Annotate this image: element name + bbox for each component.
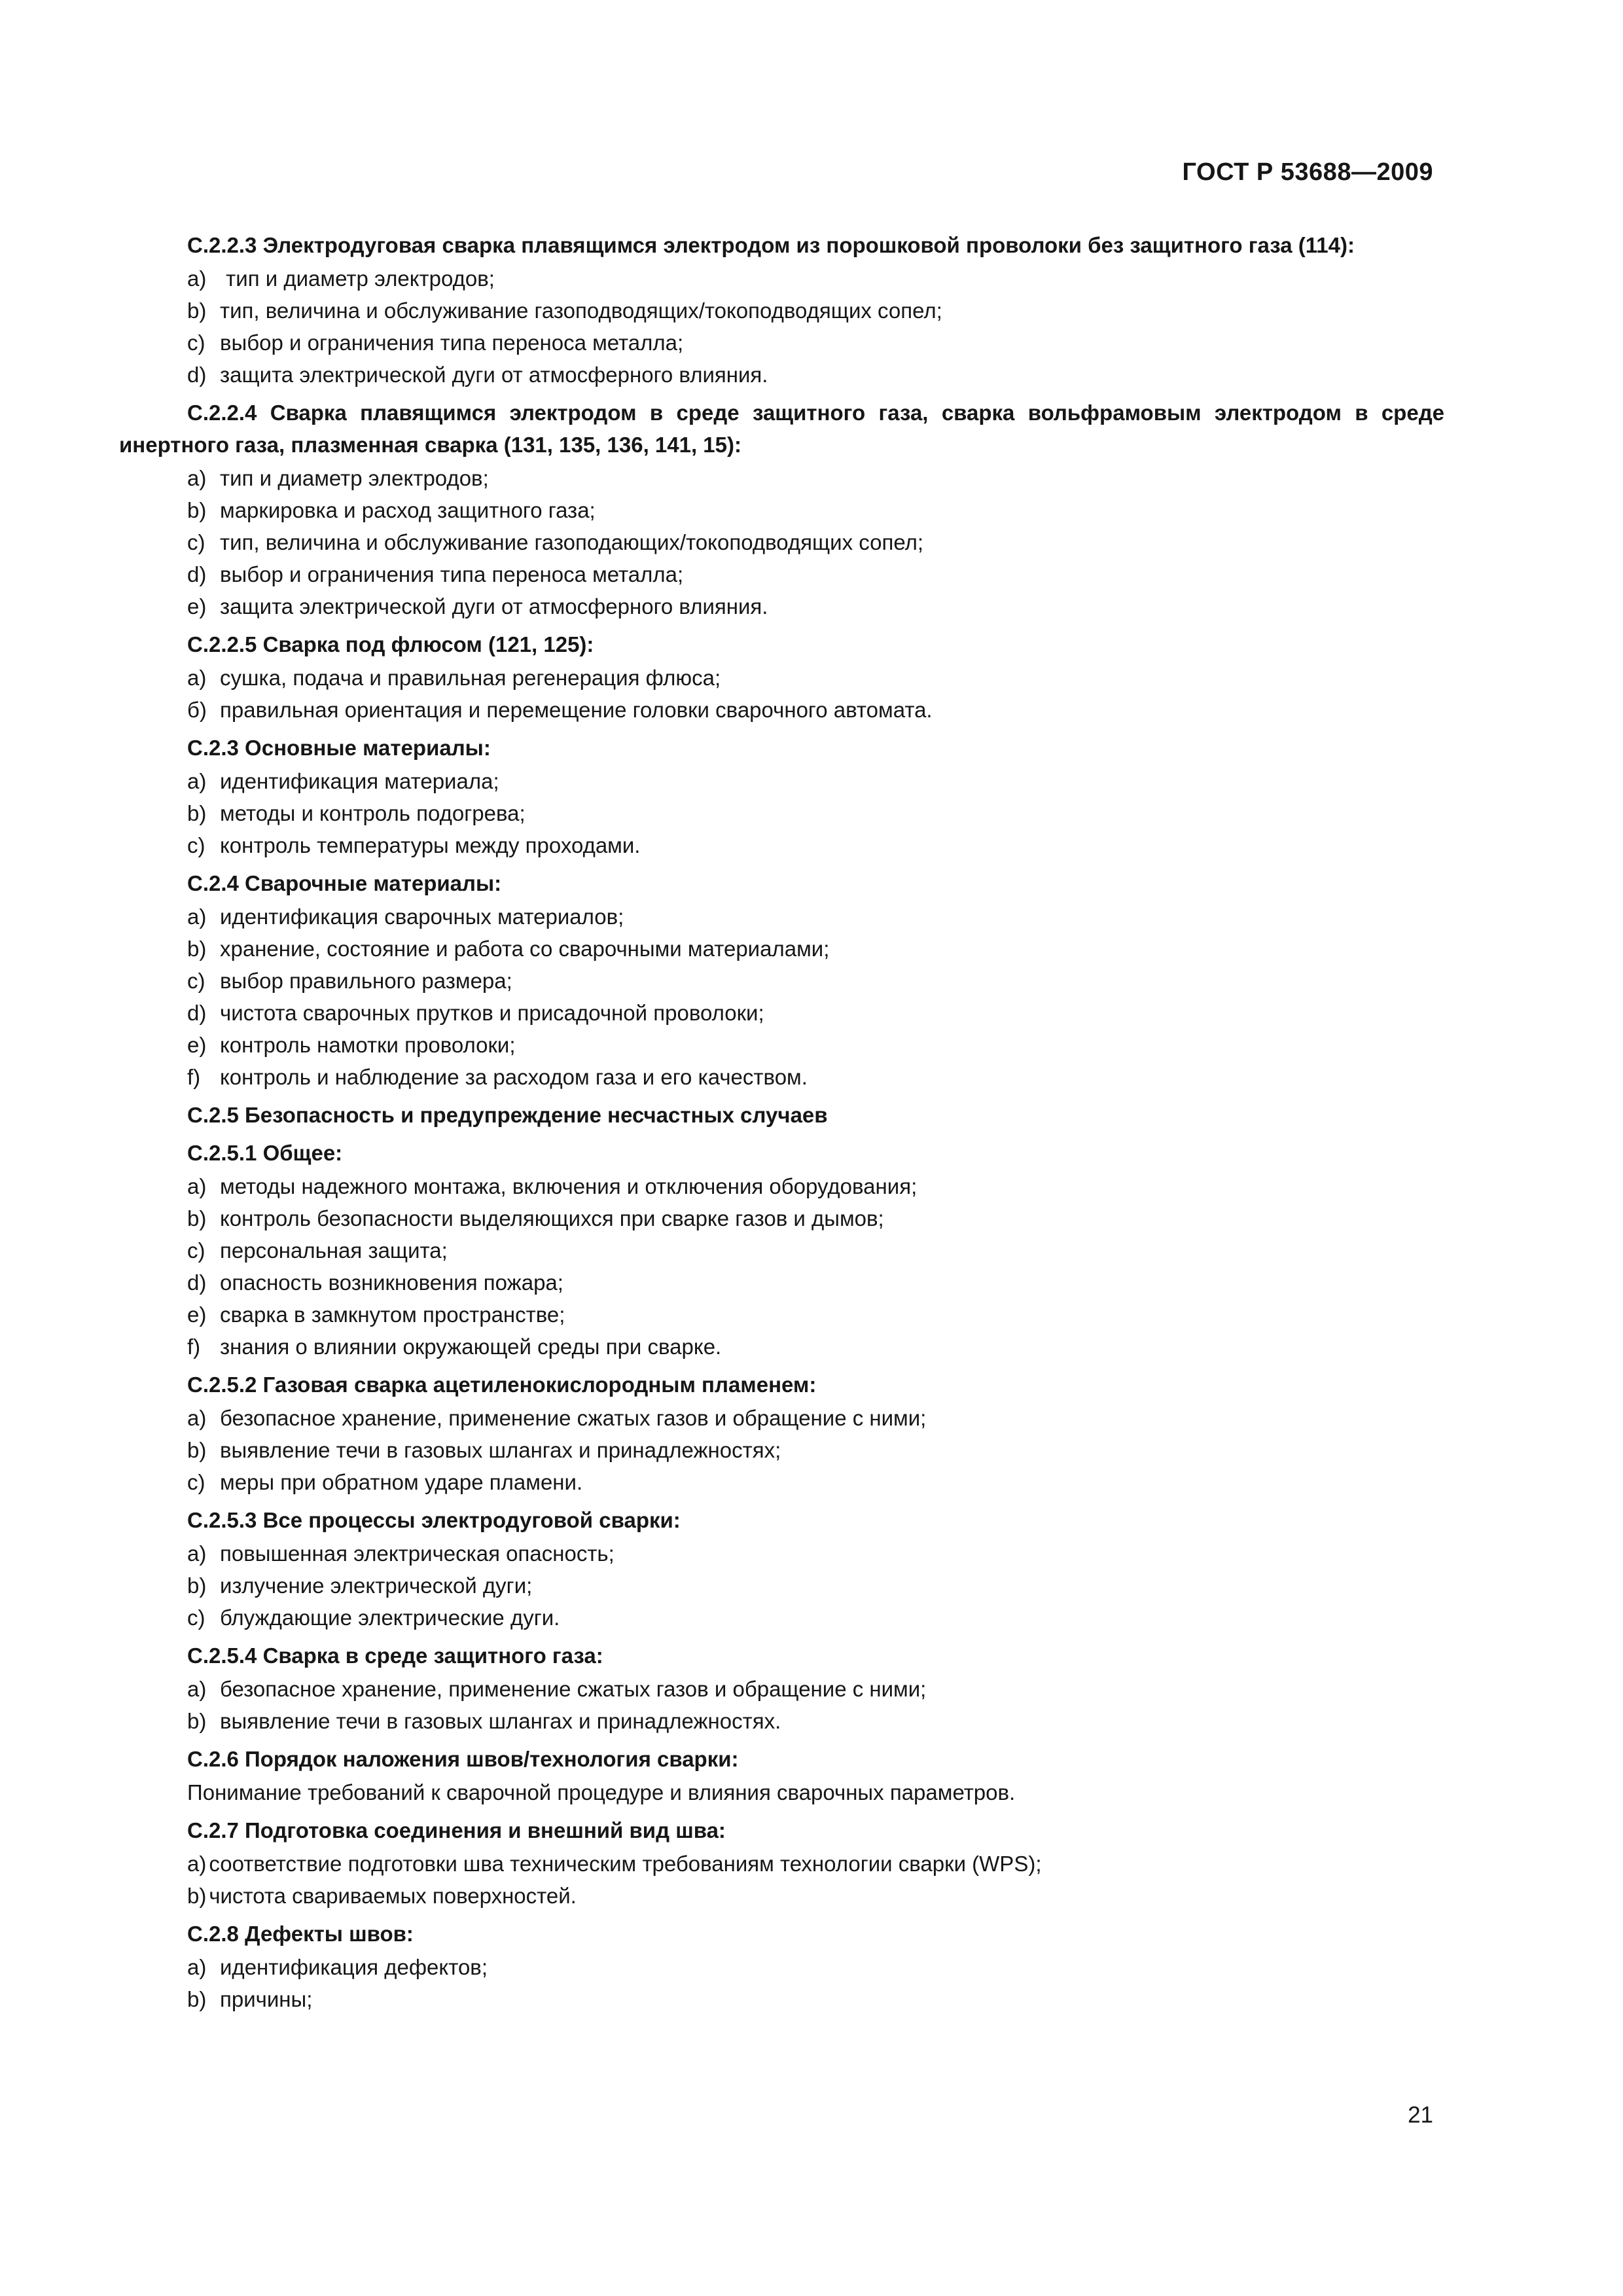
list-item	[119, 1848, 1444, 1880]
list-item-text: контроль температуры между проходами.	[220, 833, 641, 857]
list-item	[119, 1673, 1444, 1705]
list-item-marker: a)	[187, 1541, 207, 1566]
section-heading: C.2.5.4 Сварка в среде защитного газа:	[187, 1643, 603, 1668]
section-heading: C.2.8 Дефекты швов:	[187, 1922, 414, 1946]
list-item-text: сушка, подача и правильная регенерация флюса;	[220, 666, 721, 690]
list-item-text: маркировка и расход защитного газа;	[220, 498, 596, 522]
list-item-text: выбор правильного размера;	[220, 969, 512, 993]
section-heading: C.2.2.3 Электродуговая сварка плавящимся электродом из порошковой проволоки без защитного газа (114):	[187, 233, 1355, 257]
list-item-marker: a)	[187, 266, 207, 291]
list-item	[119, 997, 1444, 1029]
list-item	[119, 965, 1444, 997]
section	[119, 732, 1444, 861]
list-item	[119, 1434, 1444, 1466]
list-item-marker: d)	[187, 562, 207, 586]
list-item	[119, 327, 1444, 359]
list-item-text: опасность возникновения пожара;	[220, 1270, 563, 1295]
list-item-marker: a)	[187, 466, 207, 490]
list-item	[119, 933, 1444, 965]
section	[119, 1814, 1444, 1912]
list-item-marker: c)	[187, 530, 205, 554]
list-item-text: тип, величина и обслуживание газоподающих/токоподводящих сопел;	[220, 530, 924, 554]
list-item-text: методы и контроль подогрева;	[220, 801, 526, 825]
section	[119, 1099, 1444, 1131]
list-item-text: контроль намотки проволоки;	[220, 1033, 516, 1057]
list-item	[119, 662, 1444, 694]
section	[119, 1918, 1444, 2015]
list-item-text: выбор и ограничения типа переноса металла;	[220, 562, 684, 586]
list-item	[119, 1402, 1444, 1434]
list-item	[119, 797, 1444, 829]
list-item	[119, 526, 1444, 558]
list-item-text: контроль безопасности выделяющихся при сварке газов и дымов;	[220, 1206, 884, 1230]
list-item	[119, 494, 1444, 526]
list-item-text: контроль и наблюдение за расходом газа и его качеством.	[220, 1065, 808, 1089]
list-item-marker: b)	[187, 1987, 207, 2011]
list-item	[119, 1880, 1444, 1912]
list-item	[119, 590, 1444, 622]
list-item	[119, 1331, 1444, 1363]
list-item	[119, 1570, 1444, 1602]
list-item-marker: b)	[187, 801, 207, 825]
section-heading: C.2.5.2 Газовая сварка ацетиленокислородным пламенем:	[187, 1372, 817, 1397]
list-item-marker: c)	[187, 1470, 205, 1494]
section	[119, 229, 1444, 391]
list-item-marker: b)	[187, 1438, 207, 1462]
list-item-marker: a)	[187, 1852, 207, 1876]
section-heading: C.2.5.3 Все процессы электродуговой сварки:	[187, 1508, 681, 1532]
list-item-marker: a)	[187, 1174, 207, 1198]
list-item	[119, 1466, 1444, 1498]
list-item-text: чистота свариваемых поверхностей.	[209, 1884, 577, 1908]
section	[119, 1369, 1444, 1498]
section-heading: C.2.6 Порядок наложения швов/технология сварки:	[187, 1747, 739, 1771]
list-item-marker: e)	[187, 1302, 207, 1327]
list-item-marker: b)	[187, 498, 207, 522]
section-paragraph: Понимание требований к сварочной процедуре и влияния сварочных параметров.	[187, 1780, 1016, 1804]
list-item-text: идентификация сварочных материалов;	[220, 905, 624, 929]
list-item	[119, 1537, 1444, 1570]
list-item-text: хранение, состояние и работа со сварочными материалами;	[220, 937, 830, 961]
list-item-marker: c)	[187, 1238, 205, 1263]
list-item-text: тип и диаметр электродов;	[220, 266, 495, 291]
list-item-marker: б)	[187, 698, 207, 722]
list-item	[119, 262, 1444, 295]
list-item-text: повышенная электрическая опасность;	[220, 1541, 615, 1566]
list-item-text: безопасное хранение, применение сжатых газов и обращение с ними;	[220, 1677, 927, 1701]
list-item-text: выявление течи в газовых шлангах и принадлежностях;	[220, 1438, 781, 1462]
section	[119, 397, 1444, 622]
list-item-marker: c)	[187, 1605, 205, 1630]
list-item	[119, 1170, 1444, 1202]
section-heading: C.2.4 Сварочные материалы:	[187, 871, 502, 895]
list-item	[119, 1951, 1444, 1983]
list-item-text: персональная защита;	[220, 1238, 448, 1263]
list-item-marker: a)	[187, 1955, 207, 1979]
list-item	[119, 1983, 1444, 2015]
section-heading: C.2.2.5 Сварка под флюсом (121, 125):	[187, 632, 594, 656]
list-item-marker: d)	[187, 363, 207, 387]
list-item	[119, 1705, 1444, 1737]
section	[119, 628, 1444, 726]
list-item-text: правильная ориентация и перемещение головки сварочного автомата.	[220, 698, 933, 722]
section-heading: C.2.2.4 Сварка плавящимся электродом в среде защитного газа, сварка вольфрамовым электродом в среде инертного газа, плазменная сварка (131, 135, 136, 141, 15):	[119, 401, 1444, 457]
list-item	[119, 295, 1444, 327]
list-item	[119, 1061, 1444, 1093]
list-item-marker: a)	[187, 905, 207, 929]
list-item-marker: c)	[187, 969, 205, 993]
standard-designation: ГОСТ Р 53688—2009	[1182, 158, 1433, 186]
section-heading: C.2.5 Безопасность и предупреждение несчастных случаев	[187, 1103, 828, 1127]
list-item-text: выявление течи в газовых шлангах и принадлежностях.	[220, 1709, 781, 1733]
list-item	[119, 829, 1444, 861]
document-body	[119, 229, 1444, 2015]
list-item-marker: b)	[187, 937, 207, 961]
list-item-text: защита электрической дуги от атмосферного влияния.	[220, 594, 768, 619]
list-item	[119, 558, 1444, 590]
list-item-marker: a)	[187, 1677, 207, 1701]
list-item	[119, 462, 1444, 494]
section	[119, 1743, 1444, 1808]
page-number: 21	[1408, 2102, 1433, 2128]
list-item-text: идентификация материала;	[220, 769, 499, 793]
section-heading: C.2.7 Подготовка соединения и внешний вид шва:	[187, 1818, 726, 1842]
list-item-text: блуждающие электрические дуги.	[220, 1605, 560, 1630]
section	[119, 1137, 1444, 1363]
list-item-text: идентификация дефектов;	[220, 1955, 488, 1979]
list-item-text: чистота сварочных прутков и присадочной проволоки;	[220, 1001, 764, 1025]
list-item-marker: f)	[187, 1335, 201, 1359]
list-item-text: тип, величина и обслуживание газоподводящих/токоподводящих сопел;	[220, 298, 942, 323]
list-item-marker: b)	[187, 1884, 207, 1908]
list-item-marker: b)	[187, 1206, 207, 1230]
list-item-marker: c)	[187, 833, 205, 857]
list-item-marker: b)	[187, 298, 207, 323]
list-item	[119, 1602, 1444, 1634]
list-item-text: знания о влиянии окружающей среды при сварке.	[220, 1335, 722, 1359]
list-item	[119, 694, 1444, 726]
list-item-marker: e)	[187, 594, 207, 619]
list-item	[119, 1029, 1444, 1061]
list-item-text: безопасное хранение, применение сжатых газов и обращение с ними;	[220, 1406, 927, 1430]
list-item-text: выбор и ограничения типа переноса металла;	[220, 331, 684, 355]
list-item-text: причины;	[220, 1987, 313, 2011]
list-item-text: соответствие подготовки шва техническим требованиям технологии сварки (WPS);	[209, 1852, 1042, 1876]
section-heading: C.2.5.1 Общее:	[187, 1141, 343, 1165]
list-item	[119, 765, 1444, 797]
list-item-marker: b)	[187, 1573, 207, 1598]
list-item	[119, 1234, 1444, 1266]
list-item-text: сварка в замкнутом пространстве;	[220, 1302, 565, 1327]
list-item	[119, 901, 1444, 933]
list-item	[119, 359, 1444, 391]
section	[119, 867, 1444, 1093]
list-item-marker: f)	[187, 1065, 201, 1089]
section	[119, 1504, 1444, 1634]
list-item	[119, 1202, 1444, 1234]
list-item-marker: a)	[187, 1406, 207, 1430]
list-item-marker: e)	[187, 1033, 207, 1057]
list-item-marker: d)	[187, 1270, 207, 1295]
list-item-text: тип и диаметр электродов;	[220, 466, 489, 490]
list-item-text: меры при обратном ударе пламени.	[220, 1470, 583, 1494]
list-item	[119, 1266, 1444, 1299]
list-item-marker: d)	[187, 1001, 207, 1025]
list-item-text: излучение электрической дуги;	[220, 1573, 533, 1598]
list-item-text: методы надежного монтажа, включения и отключения оборудования;	[220, 1174, 918, 1198]
list-item-marker: c)	[187, 331, 205, 355]
list-item	[119, 1299, 1444, 1331]
list-item-marker: a)	[187, 769, 207, 793]
section-heading: C.2.3 Основные материалы:	[187, 736, 491, 760]
list-item-marker: a)	[187, 666, 207, 690]
list-item-marker: b)	[187, 1709, 207, 1733]
list-item-text: защита электрической дуги от атмосферного влияния.	[220, 363, 768, 387]
section	[119, 1640, 1444, 1737]
